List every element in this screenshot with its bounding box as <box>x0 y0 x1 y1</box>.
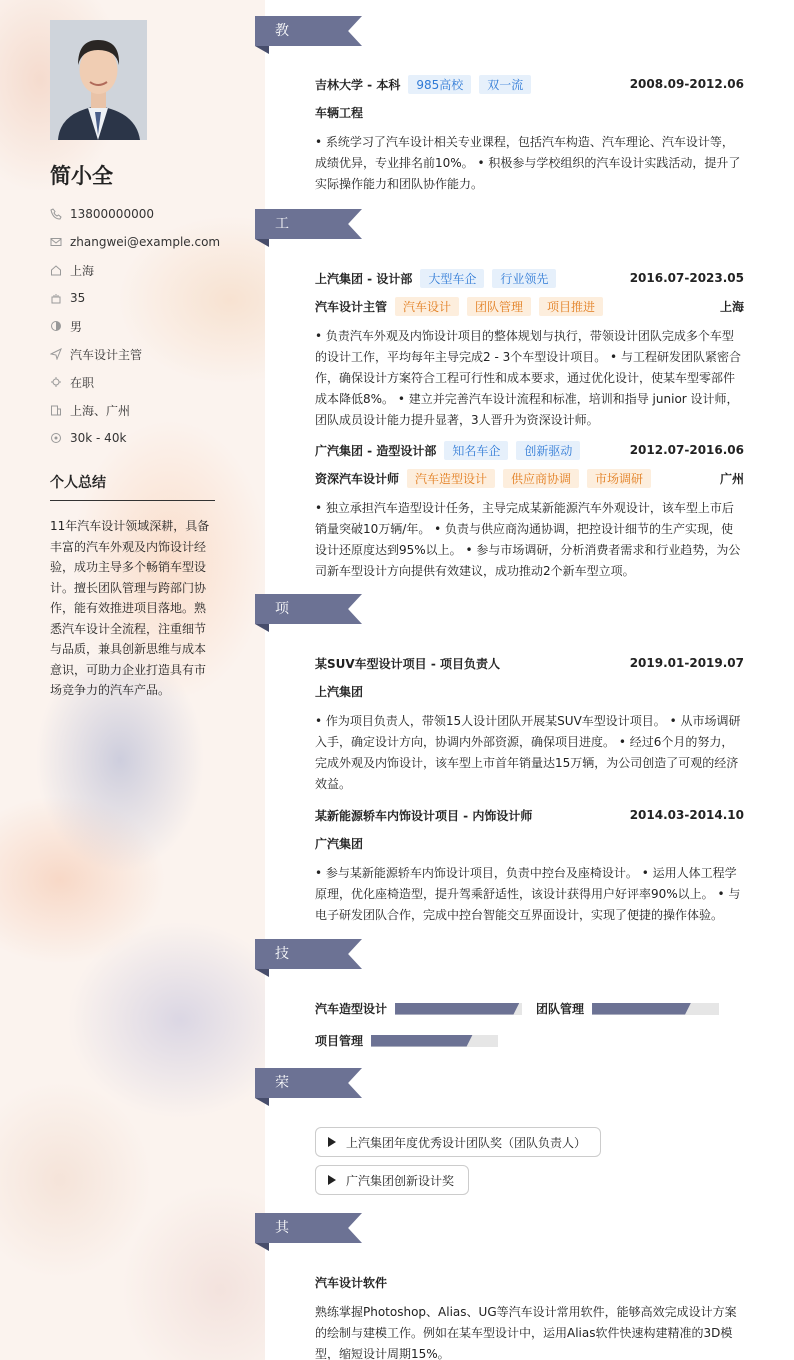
skill-bar <box>371 1035 498 1047</box>
info-email: zhangwei@example.com <box>50 228 250 256</box>
tag: 创新驱动 <box>516 441 580 460</box>
position-icon <box>50 348 70 360</box>
role: 资深汽车设计师 <box>315 471 400 486</box>
salary-icon <box>50 432 70 444</box>
skill-bar-fill <box>592 1003 691 1015</box>
skill-bar <box>395 1003 522 1015</box>
role: 汽车设计主管 <box>315 299 388 314</box>
status-icon <box>50 376 70 388</box>
sidebar <box>0 0 265 1360</box>
project-entry <box>315 649 744 795</box>
project-title: 某SUV车型设计项目 - 项目负责人 <box>315 656 501 671</box>
age-icon <box>50 292 70 304</box>
work-entry <box>315 436 744 582</box>
tag: 985高校 <box>408 75 471 94</box>
project-title: 某新能源轿车内饰设计项目 - 内饰设计师 <box>315 808 533 823</box>
location: 上海 <box>719 299 744 314</box>
skill-tag: 团队管理 <box>467 297 531 316</box>
period: 2012.07-2016.06 <box>629 443 744 457</box>
education-entry <box>315 70 744 195</box>
description: • 系统学习了汽车设计相关专业课程，包括汽车构造、汽车理论、汽车设计等，成绩优异，专业排名前10%。 • 积极参与学校组织的汽车设计实践活动，提升了实际操作能力和团队协作能力。 <box>315 135 741 191</box>
major: 车辆工程 <box>315 105 364 120</box>
summary-text: 11年汽车设计领域深耕，具备丰富的汽车外观及内饰设计经验，成功主导多个畅销车型设计。擅长团队管理与跨部门协作，能有效推进项目落地。熟悉汽车设计全流程，注重细节与品质，兼具创新思维与成本意识，可助力企业打造具有市场竞争力的汽车产品。 <box>50 519 210 697</box>
award-item[interactable]: 广汽集团创新设计奖 <box>315 1165 469 1195</box>
tag: 双一流 <box>479 75 531 94</box>
other-title: 汽车设计软件 <box>315 1275 388 1290</box>
work-entry <box>315 264 744 431</box>
info-position: 汽车设计主管 <box>50 340 250 368</box>
other-entry <box>315 1268 744 1360</box>
tag: 知名车企 <box>444 441 508 460</box>
description: • 参与某新能源轿车内饰设计项目，负责中控台及座椅设计。 • 运用人体工程学原理，优化座椅造型，提升驾乘舒适性，该设计获得用户好评率90%以上。 • 与电子研发团队合作，完成中控台智能交互界面设计，实现了便捷的操作体验。 <box>315 866 741 922</box>
info-gender: 男 <box>50 312 250 340</box>
skill-item: 团队管理 <box>536 1000 719 1017</box>
company-name: 上汽集团 - 设计部 <box>315 271 413 286</box>
tag: 大型车企 <box>420 269 484 288</box>
tag: 行业领先 <box>492 269 556 288</box>
skill-tag: 供应商协调 <box>503 469 579 488</box>
skill-bar-fill <box>395 1003 519 1015</box>
info-phone: 13800000000 <box>50 200 250 228</box>
organization: 上汽集团 <box>315 684 364 699</box>
skill-item: 汽车造型设计 <box>315 1000 522 1017</box>
info-age: 35 <box>50 284 250 312</box>
info-target-cities: 上海、广州 <box>50 396 250 424</box>
skill-tag: 项目推进 <box>539 297 603 316</box>
summary-title: 个人总结 <box>50 472 215 501</box>
project-entry <box>315 801 744 926</box>
school-name: 吉林大学 - 本科 <box>315 77 401 92</box>
award-item[interactable]: 上汽集团年度优秀设计团队奖（团队负责人） <box>315 1127 601 1157</box>
contact-info <box>50 200 250 452</box>
description: 熟练掌握Photoshop、Alias、UG等汽车设计常用软件，能够高效完成设计方案的绘制与建模工作。例如在某车型设计中，运用Alias软件快速构建精准的3D模型，缩短设计周期15%。 <box>315 1305 737 1360</box>
skill-bar-fill <box>371 1035 473 1047</box>
skill-tag: 汽车设计 <box>395 297 459 316</box>
skill-bar <box>592 1003 719 1015</box>
period: 2014.03-2014.10 <box>629 808 744 822</box>
gender-icon <box>50 320 70 332</box>
info-status: 在职 <box>50 368 250 396</box>
city-icon <box>50 404 70 416</box>
mail-icon <box>50 236 70 248</box>
info-salary: 30k - 40k <box>50 424 250 452</box>
period: 2008.09-2012.06 <box>629 77 744 91</box>
avatar <box>50 20 147 140</box>
description: • 负责汽车外观及内饰设计项目的整体规划与执行，带领设计团队完成多个车型的设计工作，平均每年主导完成2 - 3个车型设计项目。 • 与工程研发团队紧密合作，确保设计方案符合工程可行性和成本要求，通过优化设计，使某车型零部件成本降低8%。 • 建立并完善汽车设计流程和标准，培训和指导 junior 设计师，团队成员设计能力提升显著，3人晋升为资深设计师。 <box>315 329 741 427</box>
period: 2019.01-2019.07 <box>629 656 744 670</box>
description: • 独立承担汽车造型设计任务，主导完成某新能源汽车外观设计，该车型上市后销量突破10万辆/年。 • 负责与供应商沟通协调，把控设计细节的生产实现，使设计还原度达到95%以上。 • 参与市场调研，分析消费者需求和行业趋势，为公司新车型设计方向提供有效建议，成功推动2个新车型立项。 <box>315 501 741 578</box>
home-icon <box>50 264 70 276</box>
description: • 作为项目负责人，带领15人设计团队开展某SUV车型设计项目。 • 从市场调研入手，确定设计方向，协调内外部资源，确保项目进度。 • 经过6个月的努力，完成外观及内饰设计，该车型上市首年销量达15万辆，为公司创造了可观的经济效益。 <box>315 714 741 791</box>
period: 2016.07-2023.05 <box>629 271 744 285</box>
expand-triangle-icon <box>328 1175 336 1185</box>
organization: 广汽集团 <box>315 836 364 851</box>
location: 广州 <box>719 471 744 486</box>
skill-item: 项目管理 <box>315 1032 498 1049</box>
skill-tag: 市场调研 <box>587 469 651 488</box>
info-city: 上海 <box>50 256 250 284</box>
candidate-name: 简小全 <box>50 164 113 188</box>
skill-tag: 汽车造型设计 <box>407 469 495 488</box>
company-name: 广汽集团 - 造型设计部 <box>315 443 437 458</box>
phone-icon <box>50 208 70 220</box>
expand-triangle-icon <box>328 1137 336 1147</box>
